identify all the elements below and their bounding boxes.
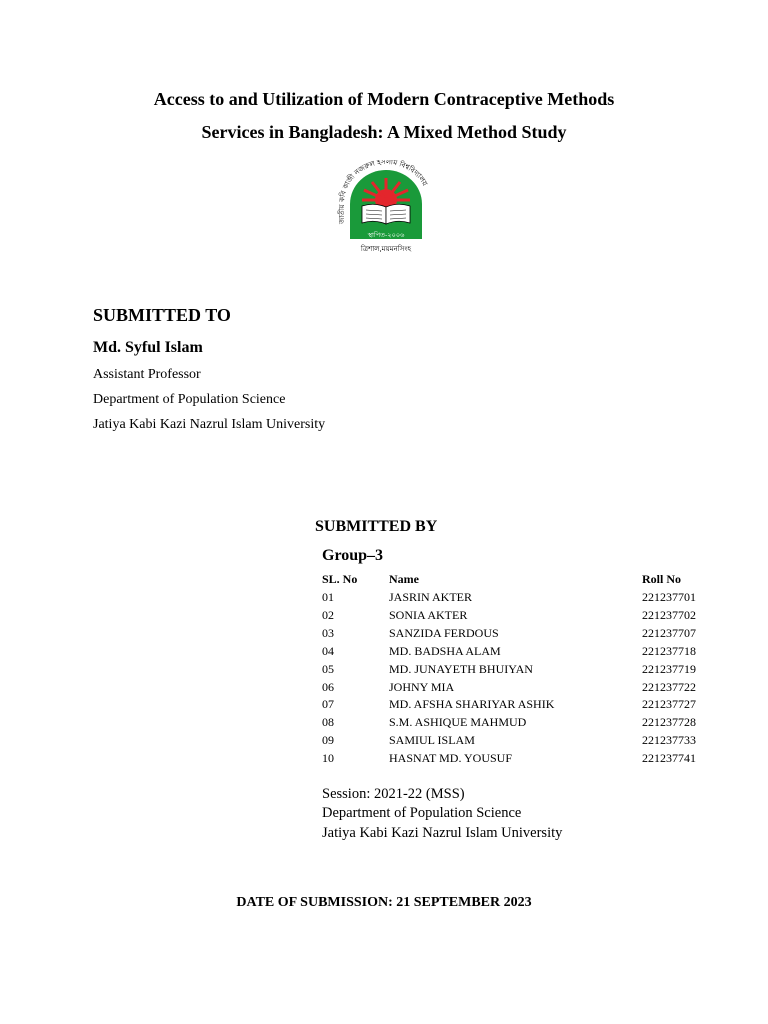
member-sl: 08 [322,715,334,730]
member-name: HASNAT MD. YOUSUF [389,751,513,766]
column-header-name: Name [389,572,419,586]
member-sl: 10 [322,751,334,766]
title-line-1: Access to and Utilization of Modern Contraceptive Methods [153,89,615,109]
supervisor-university: Jatiya Kabi Kazi Nazrul Islam University [93,417,326,432]
member-name: JASRIN AKTER [389,590,473,604]
member-roll: 221237733 [642,733,696,748]
column-header-sl: SL. No [322,572,358,586]
member-roll: 221237719 [642,661,696,676]
member-sl: 05 [322,661,334,676]
session-text: Session: 2021-22 (MSS) [322,786,465,802]
title-line-2: Services in Bangladesh: A Mixed Method Study [201,122,567,142]
member-roll: 221237707 [642,625,696,640]
submitted-to-heading: SUBMITTED TO [93,305,231,325]
column-header-roll: Roll No [642,572,681,586]
member-sl: 06 [322,679,334,694]
logo-location: ত্রিশাল,ময়মনসিংহ [360,245,412,253]
member-sl: 03 [322,625,334,640]
member-name: S.M. ASHIQUE MAHMUD [389,715,527,730]
member-name: MD. JUNAYETH BHUIYAN [389,661,533,676]
logo-estd: স্থাপিত-২০০৬ [367,231,405,239]
member-roll: 221237702 [642,607,696,622]
member-roll: 221237727 [642,697,696,712]
member-sl: 09 [322,733,334,748]
member-sl: 07 [322,697,334,712]
supervisor-department: Department of Population Science [93,392,286,407]
member-name: SANZIDA FERDOUS [389,625,499,640]
member-roll: 221237701 [642,590,696,604]
member-name: MD. AFSHA SHARIYAR ASHIK [389,697,555,712]
group-university: Jatiya Kabi Kazi Nazrul Islam University [322,825,563,841]
member-name: MD. BADSHA ALAM [389,643,501,658]
logo-arc-text: জাতীয় কবি কাজী নজরুল ইসলাম বিশ্ববিদ্যালয় [337,160,429,224]
member-roll: 221237728 [642,715,696,730]
supervisor-name: Md. Syful Islam [93,339,203,356]
submitted-by-heading: SUBMITTED BY [315,518,438,535]
member-sl: 01 [322,590,334,604]
member-sl: 04 [322,643,334,658]
member-roll: 221237718 [642,643,696,658]
member-name: SONIA AKTER [389,607,468,622]
member-roll: 221237741 [642,751,696,766]
member-sl: 02 [322,607,334,622]
supervisor-designation: Assistant Professor [93,367,201,382]
logo-open-book [362,204,410,224]
member-roll: 221237722 [642,679,696,694]
date-of-submission: DATE OF SUBMISSION: 21 SEPTEMBER 2023 [236,895,532,910]
group-department: Department of Population Science [322,805,522,821]
university-logo [332,160,440,254]
member-name: JOHNY MIA [389,679,455,694]
group-label: Group–3 [322,547,384,564]
member-name: SAMIUL ISLAM [389,733,475,748]
